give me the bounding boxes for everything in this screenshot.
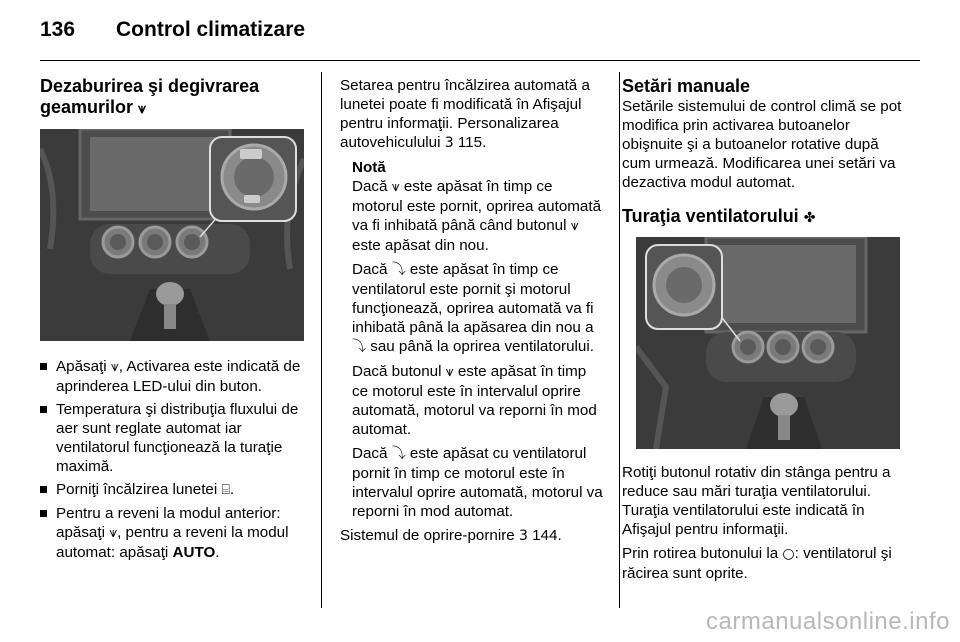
reference-arrow-icon: 3 [518, 528, 528, 544]
fan-off-paragraph: Prin rotirea butonului la ○: ventilatorul şi răcirea sunt oprite. [622, 545, 892, 582]
column-divider-1 [321, 72, 322, 608]
defrost-icon: ⩛ [138, 101, 146, 117]
dashboard-illustration-2 [636, 237, 900, 449]
page-header [40, 18, 305, 42]
bullet-item: Pentru a reveni la modul anterior: apăsaţi ⩛, pentru a reveni la modul automat: apăsaţi AUTO. [40, 504, 306, 562]
section-heading-defrost: Dezaburirea şi degivrarea geamurilor ⩛ [40, 76, 260, 117]
column-2 [340, 76, 606, 551]
fan-direction-icon: ⤵ [391, 262, 406, 278]
outro-paragraph: Sistemul de oprire-pornire 3 144. [340, 527, 562, 544]
column-3 [622, 76, 902, 588]
page-number: 136 [40, 18, 76, 41]
note-block: Notă Dacă ⩛ este apăsat în timp ce motorul este pornit, oprirea automată va fi inhibată până când butonul ⩛ este apăsat din nou. Dacă ⤵ este apăsat în timp ce ventilatorul este pornit şi motorul funcţionează, oprirea automată va fi inhibată până la apăsarea din nou a ⤵ sau până la oprirea ventilatorului. Dacă butonul ⩛ este apăsat în timp ce motorul este în intervalul oprire automată, motorul va reporni în mod automat. Dacă ⤵ este apăsat cu ventilatorul pornit în timp ce motorul este în intervalul oprire automată, motorul va reporni în mod automat. [340, 158, 606, 521]
header-rule [40, 60, 920, 61]
note-title: Notă [352, 159, 386, 176]
bullet-item: Porniţi încălzirea lunetei ⌸. [40, 480, 306, 500]
reference-arrow-icon: 3 [444, 135, 454, 151]
bullet-item: Apăsaţi ⩛, Activarea este indicată de aprinderea LED-ului din buton. [40, 357, 306, 396]
page-title: Control climatizare [116, 18, 306, 41]
rear-window-heating-icon: ⌸ [221, 482, 230, 498]
defrost-icon: ⩛ [391, 179, 400, 195]
section-heading-fan-speed: Turaţia ventilatorului ✤ [622, 206, 816, 226]
bullet-item: Temperatura şi distribuţia fluxului de aer sunt reglate automat iar ventilatorul funcţionează la turaţie maximă. [40, 400, 306, 476]
column-1 [40, 76, 306, 566]
dashboard-illustration-1 [40, 129, 304, 341]
column-divider-2 [619, 72, 620, 608]
fan-direction-icon: ⤵ [391, 446, 406, 462]
intro-paragraph: Setarea pentru încălzirea automată a lunetei poate fi modificată în Afişajul pentru informaţii. Personalizarea autovehiculului 3 115. [340, 77, 590, 151]
defrost-icon: ⩛ [445, 364, 454, 380]
fan-icon: ✤ [803, 210, 816, 226]
fan-speed-paragraph: Rotiţi butonul rotativ din stânga pentru a reduce sau mări turaţia ventilatorului. Turaţia ventilatorului este indicată în Afişajul pentru informaţii. [622, 464, 891, 538]
off-position-icon: ○ [782, 546, 795, 562]
manual-settings-paragraph: Setările sistemului de control climă se pot modifica prin activarea butoanelor obişnuite şi a butoanelor rotative după cum urmează. Modificarea unei setări va dezactiva modul automat. [622, 98, 902, 191]
defrost-icon: ⩛ [109, 525, 118, 541]
watermark: carmanualsonline.info [706, 608, 950, 635]
section-heading-manual: Setări manuale [622, 76, 751, 96]
fan-direction-icon: ⤵ [352, 339, 366, 355]
defrost-icon: ⩛ [570, 218, 579, 234]
defrost-icon: ⩛ [110, 359, 119, 375]
